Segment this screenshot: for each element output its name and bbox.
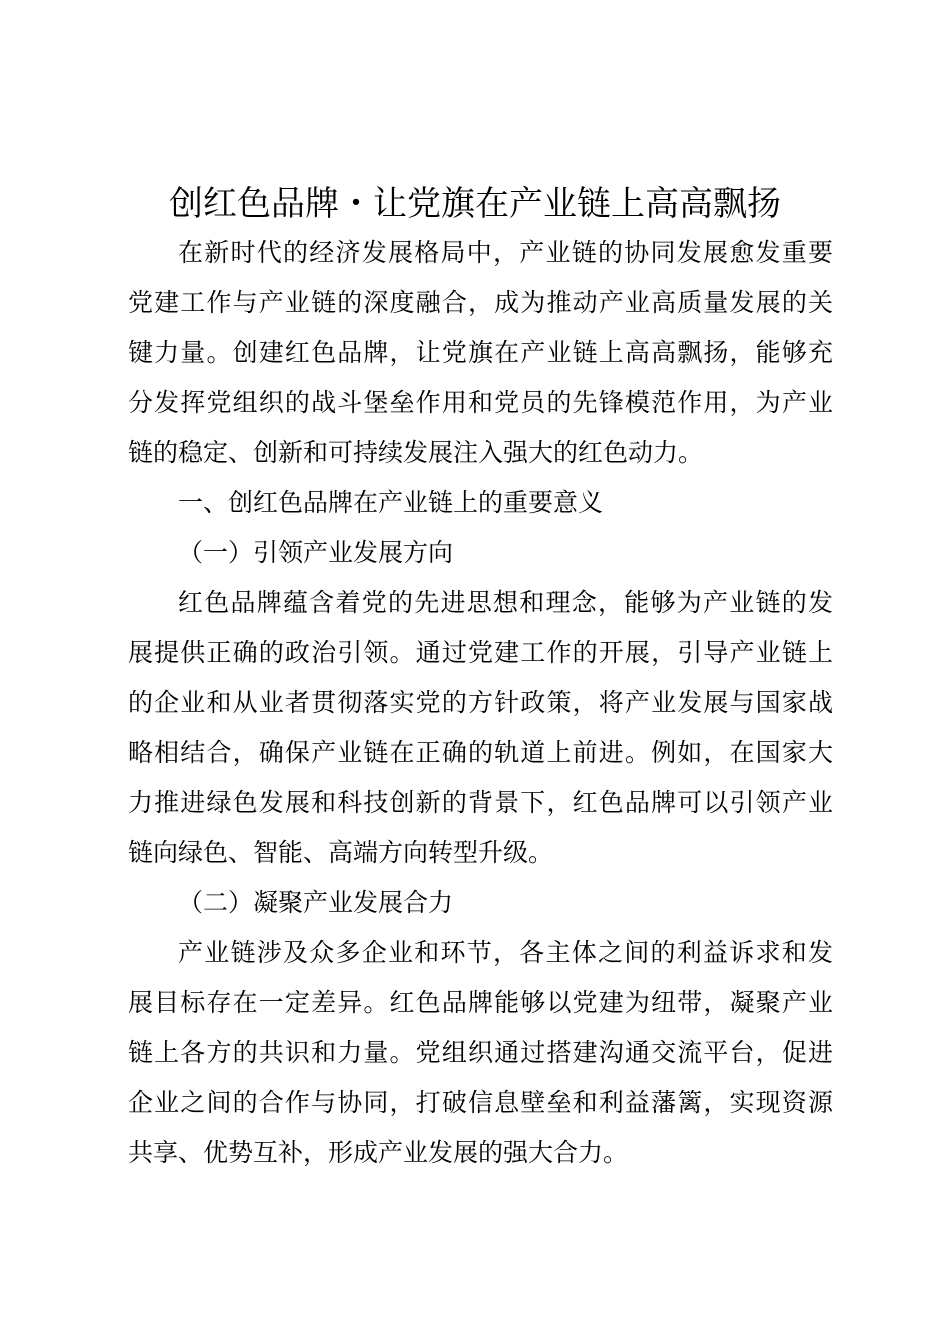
text-line: 红色品牌蕴含着党的先进思想和理念，能够为产业链的发 [178, 588, 833, 617]
body-paragraph [128, 578, 833, 878]
text-line: 共享、优势互补，形成产业发展的强大合力。 [128, 1138, 629, 1167]
section-heading: 一、创红色品牌在产业链上的重要意义 [178, 488, 604, 517]
text-line: 力推进绿色发展和科技创新的背景下，红色品牌可以引领产业 [128, 788, 833, 817]
text-line: 链向绿色、智能、高端方向转型升级。 [128, 838, 554, 867]
text-line: 链上各方的共识和力量。党组织通过搭建沟通交流平台，促进 [128, 1038, 833, 1067]
text-line: 在新时代的经济发展格局中，产业链的协同发展愈发重要 [178, 238, 833, 267]
text-line: 略相结合，确保产业链在正确的轨道上前进。例如，在国家大 [128, 738, 833, 767]
text-line: 展目标存在一定差异。红色品牌能够以党建为纽带，凝聚产业 [128, 988, 833, 1017]
subsection-heading: （二）凝聚产业发展合力 [178, 888, 454, 917]
text-line: 键力量。创建红色品牌，让党旗在产业链上高高飘扬，能够充 [128, 338, 833, 367]
intro-paragraph [128, 228, 833, 478]
text-line: 链的稳定、创新和可持续发展注入强大的红色动力。 [128, 438, 704, 467]
document-body [128, 228, 833, 1178]
text-line: 党建工作与产业链的深度融合，成为推动产业高质量发展的关 [128, 288, 833, 317]
document-title: 创红色品牌・让党旗在产业链上高高飘扬 [169, 184, 781, 224]
text-line: 产业链涉及众多企业和环节，各主体之间的利益诉求和发 [178, 938, 833, 967]
text-line: 的企业和从业者贯彻落实党的方针政策，将产业发展与国家战 [128, 688, 833, 717]
subsection-heading: （一）引领产业发展方向 [178, 538, 454, 567]
text-line: 展提供正确的政治引领。通过党建工作的开展，引导产业链上 [128, 638, 833, 667]
text-line: 分发挥党组织的战斗堡垒作用和党员的先锋模范作用，为产业 [128, 388, 833, 417]
text-line: 企业之间的合作与协同，打破信息壁垒和利益藩篱，实现资源 [128, 1088, 833, 1117]
body-paragraph [128, 928, 833, 1178]
